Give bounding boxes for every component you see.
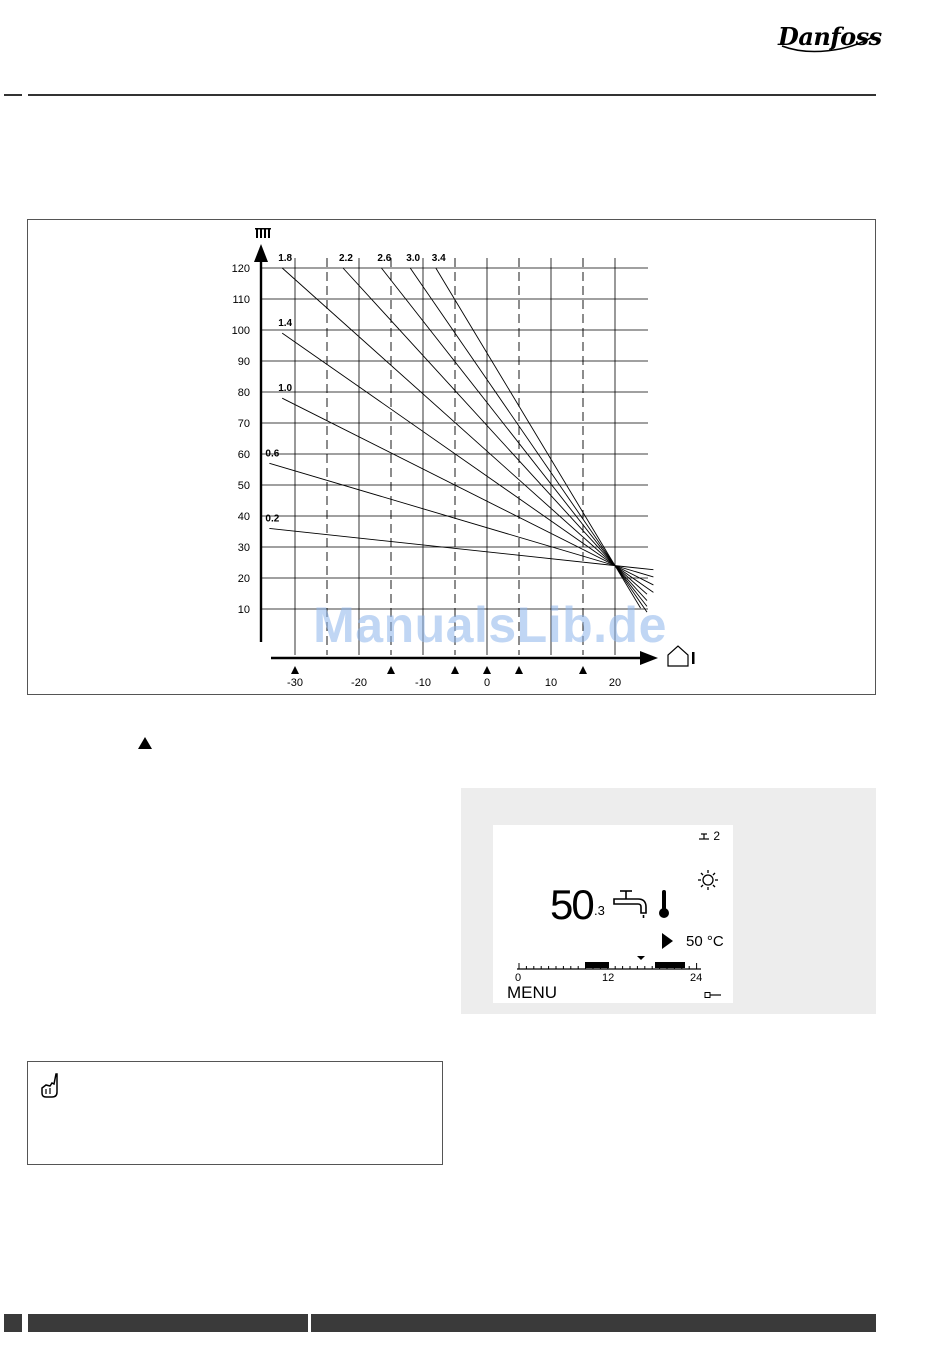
y-tick-label-120: 120 — [231, 263, 250, 275]
tap-icon — [612, 887, 652, 919]
schedule-timeline — [513, 950, 713, 972]
x-marker--5 — [451, 666, 459, 674]
circuit-icon — [698, 832, 710, 842]
y-tick-label-90: 90 — [237, 356, 250, 368]
danfoss-logo — [778, 16, 882, 60]
curve-2.2 — [343, 268, 647, 601]
y-tick-label-60: 60 — [237, 449, 250, 461]
timeline-label-0: 0 — [515, 972, 522, 984]
note-box — [27, 1061, 443, 1165]
menu-label[interactable]: MENU — [507, 983, 558, 1002]
curve-1.0 — [282, 398, 653, 585]
triangle-up-icon — [138, 737, 152, 749]
desired-temperature: 50 °C — [686, 933, 724, 950]
y-tick-label-20: 20 — [237, 573, 250, 585]
footer-bar-left — [28, 1314, 308, 1332]
x-tick-label--30: -30 — [287, 677, 303, 689]
y-axis-arrow — [254, 244, 268, 262]
sun-icon — [697, 869, 719, 891]
x-tick-label-20: 20 — [608, 677, 622, 689]
header-rule-short — [4, 94, 22, 96]
x-marker--30 — [291, 666, 299, 674]
logo-text: Danfoss — [778, 22, 882, 51]
x-tick-label-0: 0 — [483, 677, 491, 689]
watermark: ManualsLib.de — [313, 597, 667, 653]
actual-temperature-decimal: .3 — [594, 903, 605, 918]
curve-label-0.2: 0.2 — [265, 513, 280, 525]
footer-bar-page — [4, 1314, 22, 1332]
curve-label-2.2: 2.2 — [339, 253, 353, 264]
actual-temperature: 50 — [550, 881, 593, 928]
heating-curve-chart — [27, 219, 876, 695]
circuit-indicator — [698, 829, 720, 843]
circuit-number: 2 — [713, 829, 721, 843]
key-icon — [704, 991, 722, 999]
radiator-icon — [255, 228, 271, 238]
curve-label-1.8: 1.8 — [278, 253, 293, 264]
lcd-screen — [493, 825, 733, 1003]
y-tick-label-110: 110 — [232, 294, 250, 306]
y-tick-label-40: 40 — [237, 511, 250, 523]
timeline-label-24: 24 — [690, 972, 703, 984]
x-marker-0 — [483, 666, 491, 674]
y-tick-label-30: 30 — [237, 542, 250, 554]
x-marker--15 — [387, 666, 395, 674]
header-rule — [28, 94, 876, 96]
curve-label-3.4: 3.4 — [431, 253, 446, 264]
x-tick-label-10: 10 — [544, 677, 558, 689]
x-tick-label--10: -10 — [415, 677, 431, 689]
curve-label-3.0: 3.0 — [406, 253, 421, 264]
curve-0.2 — [269, 528, 653, 569]
footer-bar-right — [311, 1314, 876, 1332]
curve-label-2.6: 2.6 — [377, 253, 392, 264]
x-tick-label--20: -20 — [351, 677, 367, 689]
x-marker-5 — [515, 666, 523, 674]
curve-1.8 — [282, 268, 647, 594]
x-marker-15 — [579, 666, 587, 674]
y-tick-label-10: 10 — [237, 604, 250, 616]
hand-pointing-icon — [40, 1072, 64, 1100]
thermometer-icon — [658, 889, 670, 919]
curve-label-1.0: 1.0 — [278, 383, 293, 395]
y-tick-label-80: 80 — [237, 387, 250, 399]
y-tick-label-70: 70 — [237, 418, 250, 430]
curve-label-0.6: 0.6 — [265, 448, 280, 460]
play-icon — [662, 933, 673, 949]
timeline-label-12: 12 — [602, 972, 615, 984]
controller-display-panel — [461, 788, 876, 1014]
curve-2.6 — [381, 268, 647, 606]
y-tick-label-100: 100 — [231, 325, 250, 337]
curve-1.4 — [282, 333, 653, 592]
curve-label-1.4: 1.4 — [278, 318, 293, 330]
y-tick-label-50: 50 — [237, 480, 250, 492]
